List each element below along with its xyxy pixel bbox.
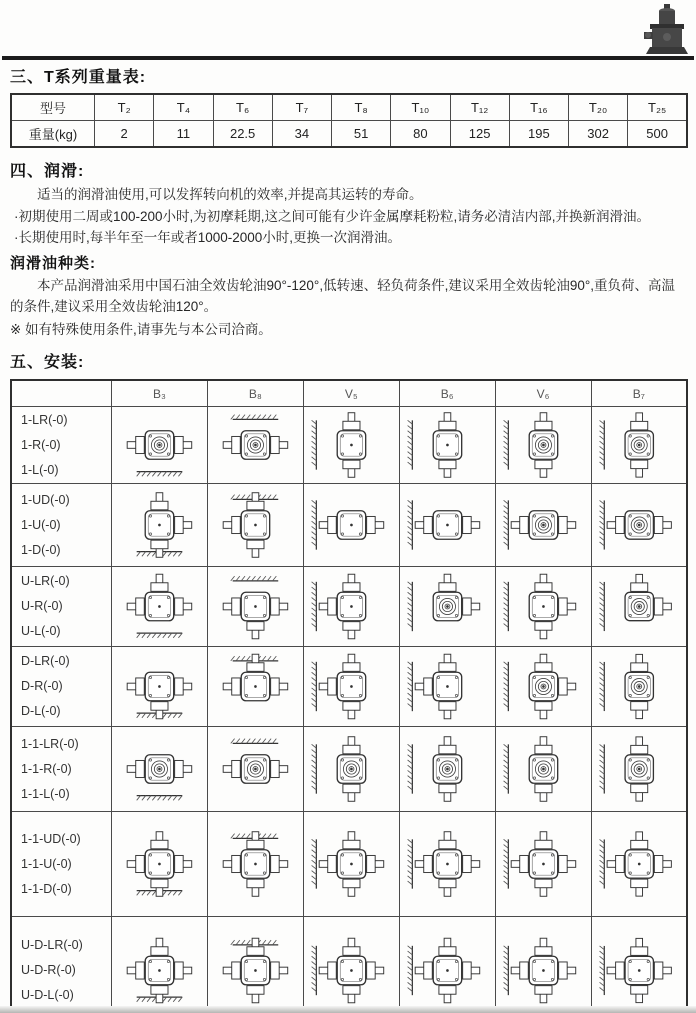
mount-diagram: [496, 567, 591, 646]
mount-diagram: [496, 407, 591, 483]
install-cell: [591, 484, 687, 567]
top-rule: [2, 56, 694, 60]
mount-diagram: [304, 647, 399, 726]
model-code: U-D-R(-0): [21, 963, 76, 977]
mount-diagram: [112, 567, 207, 646]
mounting-position-header: B₈: [207, 380, 303, 407]
install-cell: [495, 812, 591, 917]
lubrication-bullet-1: ·初期使用二周或100-200小时,为初摩耗期,这之间可能有少许金属摩耗粉粒,请务必清洁内部,并换新润滑油。: [14, 208, 651, 224]
install-cell: [112, 647, 208, 727]
mount-diagram: [112, 484, 207, 566]
model-col-header: T₁₆: [509, 94, 568, 121]
mount-diagram: [400, 484, 495, 566]
model-code: 1-R(-0): [21, 437, 61, 452]
mount-diagram: [208, 812, 303, 916]
model-col-header: T₆: [213, 94, 272, 121]
mount-diagram: [304, 407, 399, 483]
mount-diagram: [400, 647, 495, 726]
mount-diagram: [208, 407, 303, 483]
mount-diagram: [304, 567, 399, 646]
mount-diagram: [400, 407, 495, 483]
install-row: [11, 647, 687, 727]
mount-diagram: [496, 917, 591, 1013]
weight-value: 500: [628, 121, 687, 148]
special-conditions-note: ※ 如有特殊使用条件,请事先与本公司洽商。: [10, 321, 272, 337]
install-row: [11, 407, 687, 484]
install-cell: [591, 727, 687, 812]
install-cell: [399, 407, 495, 484]
model-col-header: T₇: [272, 94, 331, 121]
install-cell: [112, 407, 208, 484]
model-header: 型号: [11, 94, 95, 121]
mount-diagram: [208, 647, 303, 726]
install-cell: [303, 647, 399, 727]
model-code: D-LR(-0): [21, 654, 70, 668]
model-col-header: T₂₅: [628, 94, 687, 121]
mount-diagram: [592, 917, 686, 1013]
model-code: 1-1-L(-0): [21, 786, 70, 801]
install-cell: [495, 484, 591, 567]
model-code: U-L(-0): [21, 624, 61, 638]
mount-diagram: [400, 727, 495, 811]
section3-heading: 三、T系列重量表:: [10, 69, 147, 86]
mount-diagram: [592, 567, 686, 646]
install-cell: [399, 727, 495, 812]
mount-diagram: [112, 727, 207, 811]
mounting-position-header: V₆: [495, 380, 591, 407]
install-cell: [207, 647, 303, 727]
model-code: 1-U(-0): [21, 517, 61, 532]
gearbox-photo-image: [642, 2, 692, 58]
weight-value: 22.5: [213, 121, 272, 148]
mount-diagram: [208, 567, 303, 646]
model-code-labels: [11, 407, 112, 484]
install-cell: [399, 647, 495, 727]
mount-diagram: [496, 647, 591, 726]
mount-diagram: [592, 727, 686, 811]
model-code-labels: [11, 727, 112, 812]
install-cell: [399, 917, 495, 1013]
model-code: 1-1-U(-0): [21, 856, 72, 871]
model-code-labels: [11, 647, 112, 727]
model-code: U-D-LR(-0): [21, 938, 83, 952]
mount-diagram: [304, 727, 399, 811]
install-cell: [399, 567, 495, 647]
mount-diagram: [112, 407, 207, 483]
install-cell: [495, 407, 591, 484]
install-cell: [112, 567, 208, 647]
weight-row-label: 重量(kg): [11, 121, 95, 148]
model-code: U-D-L(-0): [21, 988, 74, 1002]
mount-diagram: [304, 484, 399, 566]
mount-diagram: [208, 917, 303, 1013]
mount-diagram: [592, 407, 686, 483]
model-code-labels: [11, 484, 112, 567]
section5-heading: 五、安装:: [10, 354, 85, 371]
oil-types-subheading: 润滑油种类:: [10, 254, 96, 272]
mount-diagram: [496, 727, 591, 811]
install-cell: [112, 917, 208, 1013]
install-row: [11, 727, 687, 812]
install-cell: [112, 727, 208, 812]
install-cell: [591, 917, 687, 1013]
model-code: 1-1-R(-0): [21, 761, 72, 776]
weight-value: 51: [332, 121, 391, 148]
install-cell: [207, 917, 303, 1013]
weight-value: 34: [272, 121, 331, 148]
install-cell: [399, 812, 495, 917]
install-cell: [207, 567, 303, 647]
install-row: [11, 812, 687, 917]
model-code: U-LR(-0): [21, 574, 70, 588]
install-cell: [207, 407, 303, 484]
install-cell: [495, 647, 591, 727]
weight-value: 125: [450, 121, 509, 148]
install-cell: [112, 812, 208, 917]
model-code: U-R(-0): [21, 599, 63, 613]
install-row: [11, 484, 687, 567]
mount-diagram: [592, 647, 686, 726]
model-code: 1-L(-0): [21, 462, 59, 477]
install-cell: [303, 727, 399, 812]
mount-diagram: [592, 812, 686, 916]
page-bottom-shadow: [0, 1006, 696, 1013]
install-cell: [303, 567, 399, 647]
model-code: 1-1-LR(-0): [21, 736, 79, 751]
weight-value: 11: [154, 121, 213, 148]
mounting-position-header: B₆: [399, 380, 495, 407]
mount-diagram: [496, 484, 591, 566]
model-code-labels: [11, 917, 112, 1013]
mounting-position-header: B₇: [591, 380, 687, 407]
install-cell: [112, 484, 208, 567]
weight-value: 80: [391, 121, 450, 148]
install-cell: [495, 727, 591, 812]
install-row: [11, 917, 687, 1013]
install-corner-cell: [11, 380, 112, 407]
mount-diagram: [208, 484, 303, 566]
section4-heading: 四、润滑:: [10, 163, 85, 180]
lubrication-intro: 适当的润滑油使用,可以发挥转向机的效率,并提高其运转的寿命。: [37, 187, 423, 202]
mount-diagram: [112, 812, 207, 916]
install-cell: [303, 917, 399, 1013]
oil-types-body: 本产品润滑油采用中国石油全效齿轮油90°-120°,低转速、轻负荷条件,建议采用全效齿轮油90°,重负荷、高温的条件,建议采用全效齿轮油120°。: [10, 277, 675, 314]
install-cell: [591, 647, 687, 727]
weight-value: 2: [95, 121, 154, 148]
mount-diagram: [112, 917, 207, 1013]
model-code: D-L(-0): [21, 704, 61, 718]
install-cell: [591, 567, 687, 647]
weight-value: 302: [569, 121, 628, 148]
model-col-header: T₁₀: [391, 94, 450, 121]
install-cell: [303, 812, 399, 917]
lubrication-bullet-2: ·长期使用时,每半年至一年或者1000-2000小时,更换一次润滑油。: [14, 230, 402, 245]
model-code: 1-1-D(-0): [21, 881, 72, 896]
mounting-position-header: V₅: [303, 380, 399, 407]
model-col-header: T₁₂: [450, 94, 509, 121]
mount-diagram: [592, 484, 686, 566]
install-cell: [399, 484, 495, 567]
model-code: D-R(-0): [21, 679, 63, 693]
weight-value: 195: [509, 121, 568, 148]
model-col-header: T₂: [95, 94, 154, 121]
install-cell: [591, 812, 687, 917]
install-cell: [495, 567, 591, 647]
install-cell: [591, 407, 687, 484]
mounting-position-header: B₃: [112, 380, 208, 407]
weight-table: [10, 93, 688, 148]
model-code: 1-D(-0): [21, 542, 61, 557]
install-cell: [207, 484, 303, 567]
model-code-labels: [11, 812, 112, 917]
mount-diagram: [112, 647, 207, 726]
install-cell: [207, 812, 303, 917]
model-code: 1-LR(-0): [21, 412, 68, 427]
model-col-header: T₄: [154, 94, 213, 121]
model-code: 1-UD(-0): [21, 492, 70, 507]
install-cell: [303, 484, 399, 567]
install-cell: [303, 407, 399, 484]
mount-diagram: [304, 917, 399, 1013]
install-cell: [207, 727, 303, 812]
model-col-header: T₂₀: [569, 94, 628, 121]
model-col-header: T₈: [332, 94, 391, 121]
mount-diagram: [304, 812, 399, 916]
mount-diagram: [208, 727, 303, 811]
install-row: [11, 567, 687, 647]
install-cell: [495, 917, 591, 1013]
gearbox-photo: [642, 2, 692, 58]
installation-table: [10, 379, 688, 1013]
mount-diagram: [496, 812, 591, 916]
mount-diagram: [400, 567, 495, 646]
mount-diagram: [400, 917, 495, 1013]
model-code-labels: [11, 567, 112, 647]
model-code: 1-1-UD(-0): [21, 831, 81, 846]
mount-diagram: [400, 812, 495, 916]
